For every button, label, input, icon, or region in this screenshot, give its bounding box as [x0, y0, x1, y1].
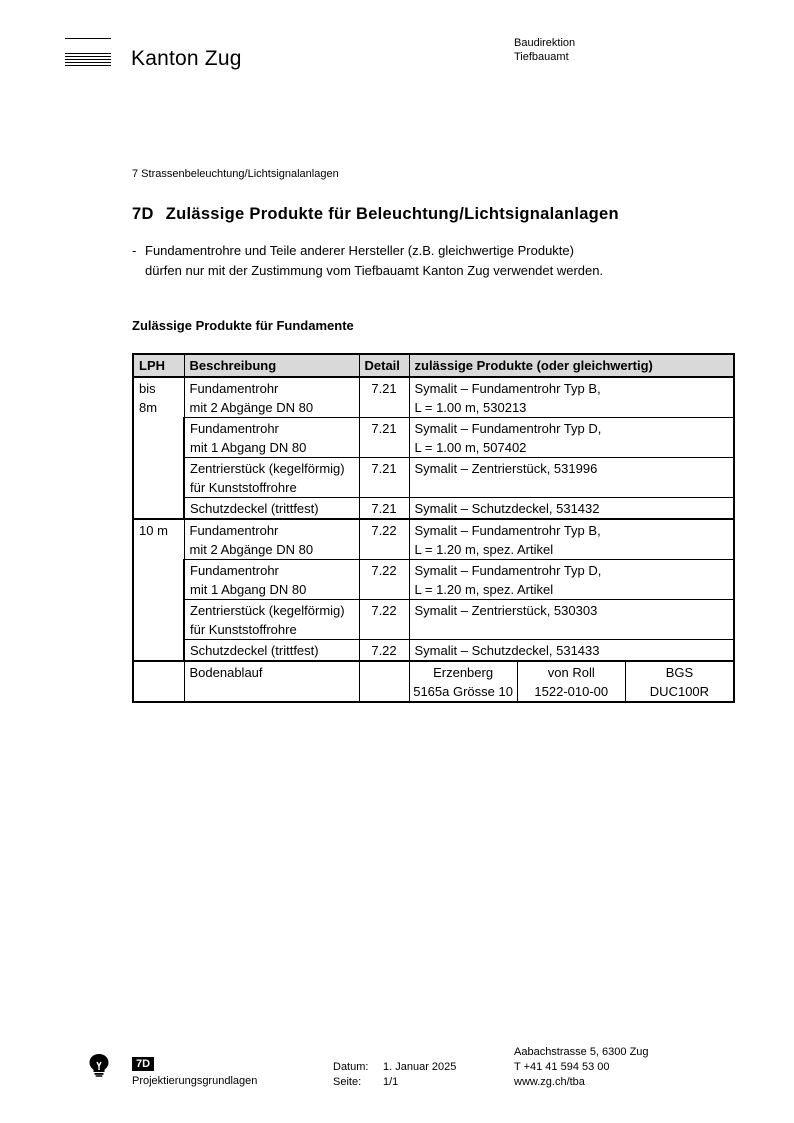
description-cell [184, 519, 359, 560]
detail-cell: 7.22 [359, 519, 409, 560]
drain-product-name: BGS [665, 665, 694, 680]
description-line: Zentrierstück (kegelförmig) [190, 461, 345, 476]
product-cell: Symalit – Zentrierstück, 530303 [409, 600, 734, 640]
logo-mark [65, 38, 111, 68]
lph-cell [133, 519, 184, 661]
table-row [133, 560, 734, 600]
detail-cell: 7.21 [359, 498, 409, 520]
description-cell: Schutzdeckel (trittfest) [184, 640, 359, 662]
description-line: mit 1 Abgang DN 80 [190, 440, 307, 455]
bullet-line-1: Fundamentrohre und Teile anderer Hersteller (z.B. gleichwertige Produkte) [145, 243, 574, 258]
lightbulb-icon [88, 1053, 110, 1077]
description-line: mit 2 Abgänge DN 80 [189, 542, 314, 557]
page-value: 1/1 [383, 1076, 399, 1088]
date-label: Datum: [333, 1061, 369, 1073]
description-line: für Kunststoffrohre [190, 622, 297, 637]
lph-line: 8m [139, 400, 158, 415]
section-title: Zulässige Produkte für Fundamente [132, 318, 354, 333]
table-row [133, 640, 734, 662]
product-cell [409, 560, 734, 600]
description-line: Fundamentrohr [190, 563, 279, 578]
description-line: Fundamentrohr [189, 523, 279, 538]
product-cell [409, 519, 734, 560]
description-cell [184, 418, 359, 458]
product-cell: Symalit – Zentrierstück, 531996 [409, 458, 734, 498]
description-line: Zentrierstück (kegelförmig) [190, 603, 345, 618]
description-cell [184, 600, 359, 640]
detail-cell: 7.21 [359, 377, 409, 418]
detail-cell-empty [359, 661, 409, 702]
address-line: Aabachstrasse 5, 6300 Zug [514, 1046, 649, 1058]
product-cell-split [409, 661, 734, 702]
office-name: Tiefbauamt [514, 51, 569, 63]
phone-line: T +41 41 594 53 00 [514, 1061, 610, 1073]
detail-cell: 7.22 [359, 640, 409, 662]
lph-cell-empty [133, 661, 184, 702]
description-cell [184, 377, 359, 418]
description-line: mit 1 Abgang DN 80 [190, 582, 307, 597]
product-cell: Symalit – Schutzdeckel, 531433 [409, 640, 734, 662]
product-line: L = 1.20 m, spez. Artikel [414, 542, 554, 557]
header-description: Beschreibung [184, 354, 359, 377]
bullet-dash: - [132, 243, 137, 258]
page-label: Seite: [333, 1076, 362, 1088]
chapter-badge: 7D [132, 1057, 154, 1071]
drain-product-code: 1522-010-00 [534, 684, 609, 699]
header-detail: Detail [359, 354, 409, 377]
lph-line: bis [139, 381, 156, 396]
table-row [133, 498, 734, 520]
header-lph: LPH [133, 354, 184, 377]
drain-product-code: DUC100R [649, 684, 710, 699]
table-row [133, 377, 734, 418]
drain-product-code: 5165a Grösse 10 [413, 684, 513, 699]
description-cell [184, 560, 359, 600]
detail-cell: 7.21 [359, 418, 409, 458]
footer-label: Projektierungsgrundlagen [132, 1075, 258, 1087]
product-line: Symalit – Fundamentrohr Typ B, [414, 381, 601, 396]
table-row [133, 458, 734, 498]
drain-product [625, 662, 733, 701]
description-line: Fundamentrohr [190, 421, 279, 436]
page-title [132, 205, 619, 224]
product-cell: Symalit – Schutzdeckel, 531432 [409, 498, 734, 520]
description-line: mit 2 Abgänge DN 80 [189, 400, 314, 415]
product-line: Symalit – Fundamentrohr Typ D, [414, 421, 602, 436]
product-cell [409, 377, 734, 418]
detail-cell: 7.21 [359, 458, 409, 498]
footer-address [514, 1045, 649, 1090]
chapter-label: 7 Strassenbeleuchtung/Lichtsignalanlagen [132, 168, 339, 180]
description-cell [184, 458, 359, 498]
bullet-line-2: dürfen nur mit der Zustimmung vom Tiefbauamt Kanton Zug verwendet werden. [145, 263, 604, 278]
table-header-row [133, 354, 734, 377]
date-value: 1. Januar 2025 [383, 1061, 457, 1073]
description-cell: Bodenablauf [184, 661, 359, 702]
title-text: Zulässige Produkte für Beleuchtung/Lichtsignalanlagen [165, 205, 619, 223]
table-row [133, 418, 734, 458]
lph-line: 10 m [139, 523, 168, 538]
lph-cell [133, 377, 184, 519]
description-line: für Kunststoffrohre [190, 480, 297, 495]
header-products: zulässige Produkte (oder gleichwertig) [409, 354, 734, 377]
detail-cell: 7.22 [359, 560, 409, 600]
department-block [514, 36, 575, 64]
logo-text: Kanton Zug [131, 47, 242, 70]
note-bullet [132, 241, 603, 281]
table-row [133, 519, 734, 560]
description-cell: Schutzdeckel (trittfest) [184, 498, 359, 520]
product-line: L = 1.00 m, 530213 [414, 400, 527, 415]
drain-product [410, 662, 517, 701]
footer-meta [333, 1060, 456, 1090]
products-table [132, 353, 735, 703]
product-line: Symalit – Fundamentrohr Typ B, [414, 523, 601, 538]
product-line: Symalit – Fundamentrohr Typ D, [414, 563, 602, 578]
product-cell [409, 418, 734, 458]
table-row [133, 600, 734, 640]
web-link[interactable]: www.zg.ch/tba [514, 1076, 585, 1088]
drain-product-name: von Roll [547, 665, 595, 680]
detail-cell: 7.22 [359, 600, 409, 640]
product-line: L = 1.00 m, 507402 [414, 440, 527, 455]
drain-product [517, 662, 625, 701]
title-number: 7D [132, 205, 154, 223]
drain-product-name: Erzenberg [433, 665, 494, 680]
product-line: L = 1.20 m, spez. Artikel [414, 582, 554, 597]
table-row-drain [133, 661, 734, 702]
department-name: Baudirektion [514, 37, 576, 49]
description-line: Fundamentrohr [189, 381, 279, 396]
